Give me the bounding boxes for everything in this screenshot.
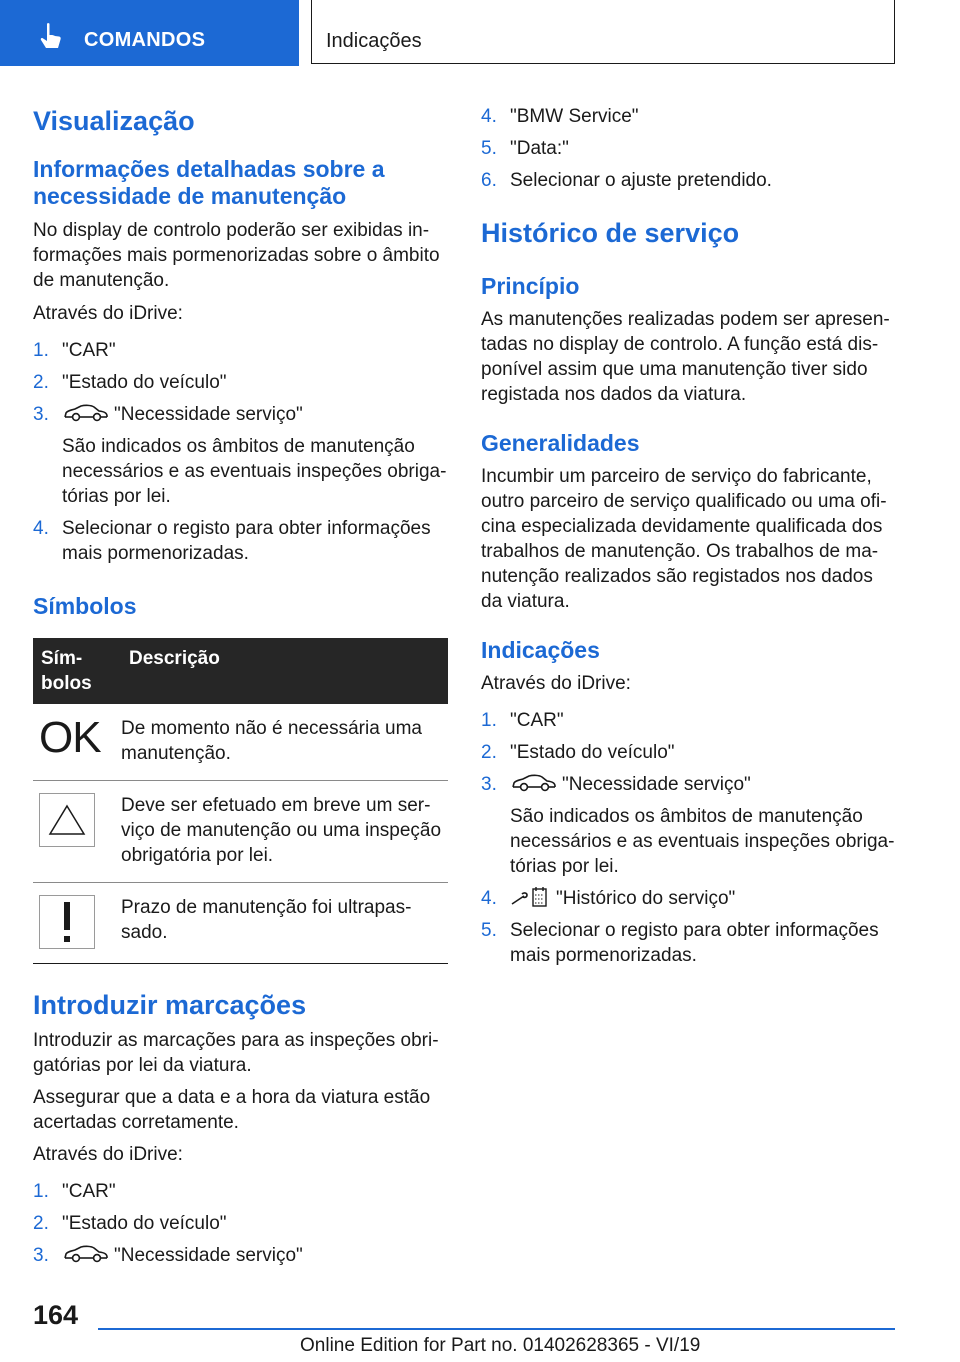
steps-list-3: [481, 708, 896, 968]
section-tab: [0, 0, 299, 66]
table-cell-description: Deve ser efetuado em breve um serviço de manutenção ou uma inspeção obrigatória por lei.: [121, 781, 448, 883]
list-item: 5. Selecionar o registo para obter informações mais pormenorizadas.: [481, 920, 879, 966]
hand-pointer-icon: [38, 22, 64, 50]
table-row: [33, 883, 448, 964]
table-row: [33, 781, 448, 883]
heading-info-detalhadas: Informações detalhadas sobre a necessidade de manutenção: [33, 156, 385, 209]
paragraph-intro-2: Assegurar que a data e a hora da viatura estão acertadas corretamente.: [33, 1087, 431, 1133]
footer-edition: Online Edition for Part no. 01402628365 - VI/19: [300, 1335, 701, 1356]
footer-divider: [98, 1328, 895, 1330]
service-history-icon: [510, 886, 550, 908]
warning-triangle-icon: [39, 793, 95, 847]
steps-list: [33, 338, 448, 566]
list-item: 1. "CAR": [33, 340, 116, 361]
list-item: 1. "CAR": [33, 1181, 116, 1202]
steps-list-continued: [481, 104, 896, 193]
list-item-detail: São indicados os âmbitos de manutenção necessários e as eventuais inspeções obrigatórias por lei.: [510, 806, 895, 877]
ok-icon: OK: [39, 713, 101, 762]
heading-simbolos: Símbolos: [33, 593, 137, 619]
chapter-label: Indicações: [326, 30, 422, 52]
list-item: 2. "Estado do veículo": [33, 372, 227, 393]
list-item: 2. "Estado do veículo": [33, 1213, 227, 1234]
heading-visualizacao: Visualização: [33, 106, 195, 136]
car-icon: [510, 773, 558, 793]
list-item: 4. Selecionar o registo para obter informações mais pormenorizadas.: [33, 518, 431, 564]
paragraph-info: No display de controlo poderão ser exibidas informações mais pormenorizadas sobre o âmbito de manutenção.: [33, 220, 440, 291]
list-item: 4. "Histórico do serviço": [481, 888, 736, 909]
list-item: 2. "Estado do veículo": [481, 742, 675, 763]
symbols-table: [33, 638, 448, 964]
list-item: 3. "Necessidade serviço" São indicados os âmbitos de manutenção necessários e as eventuais inspeções obrigatórias por lei.: [33, 404, 447, 507]
table-row: [33, 704, 448, 781]
heading-introduzir-marcacoes: Introduzir marcações: [33, 990, 307, 1020]
paragraph-principio: As manutenções realizadas podem ser apresentadas no display de controlo. A função está disponível assim que uma manutenção tiver sido registada nos dados da viatura.: [481, 309, 890, 405]
list-item-detail: São indicados os âmbitos de manutenção necessários e as eventuais inspeções obrigatórias por lei.: [62, 436, 447, 507]
car-icon: [62, 1244, 110, 1264]
table-cell-description: Prazo de manutenção foi ultrapassado.: [121, 883, 448, 964]
table-header-symbols: Símbolos: [33, 638, 121, 704]
list-item: 1. "CAR": [481, 710, 564, 731]
list-item: 4. "BMW Service": [481, 106, 639, 127]
paragraph-intro-1: Introduzir as marcações para as inspeções obrigatórias por lei da viatura.: [33, 1030, 439, 1076]
steps-list-2: [33, 1179, 448, 1268]
paragraph-generalidades: Incumbir um parceiro de serviço do fabricante, outro parceiro de serviço qualificado ou uma oficina especializada devidamente qualificada dos trabalhos de manutenção. Os trabalhos de manutenção realizados são registados nos dados da viatura.: [481, 466, 887, 612]
heading-principio: Princípio: [481, 273, 580, 299]
section-label: COMANDOS: [84, 29, 206, 51]
paragraph-via-idrive-3: Através do iDrive:: [481, 673, 631, 694]
paragraph-via-idrive-2: Através do iDrive:: [33, 1144, 183, 1165]
list-item: 5. "Data:": [481, 138, 569, 159]
list-item: 6. Selecionar o ajuste pretendido.: [481, 170, 772, 191]
heading-generalidades: Generalidades: [481, 430, 640, 456]
table-header-description: Descrição: [121, 638, 448, 704]
chapter-tab: [311, 0, 895, 64]
list-item: 3. "Necessidade serviço" São indicados os âmbitos de manutenção necessários e as eventuais inspeções obrigatórias por lei.: [481, 774, 895, 877]
paragraph-via-idrive: Através do iDrive:: [33, 303, 183, 324]
page-number: 164: [33, 1300, 79, 1330]
page-header: [0, 0, 960, 66]
car-icon: [62, 403, 110, 423]
exclamation-icon: [39, 895, 95, 949]
table-cell-description: De momento não é necessária uma manutenção.: [121, 704, 448, 781]
heading-indicacoes: Indicações: [481, 637, 600, 663]
heading-historico-servico: Histórico de serviço: [481, 218, 740, 248]
left-column: [33, 100, 448, 1268]
right-column: [481, 100, 896, 968]
list-item: 3. "Necessidade serviço": [33, 1245, 303, 1266]
